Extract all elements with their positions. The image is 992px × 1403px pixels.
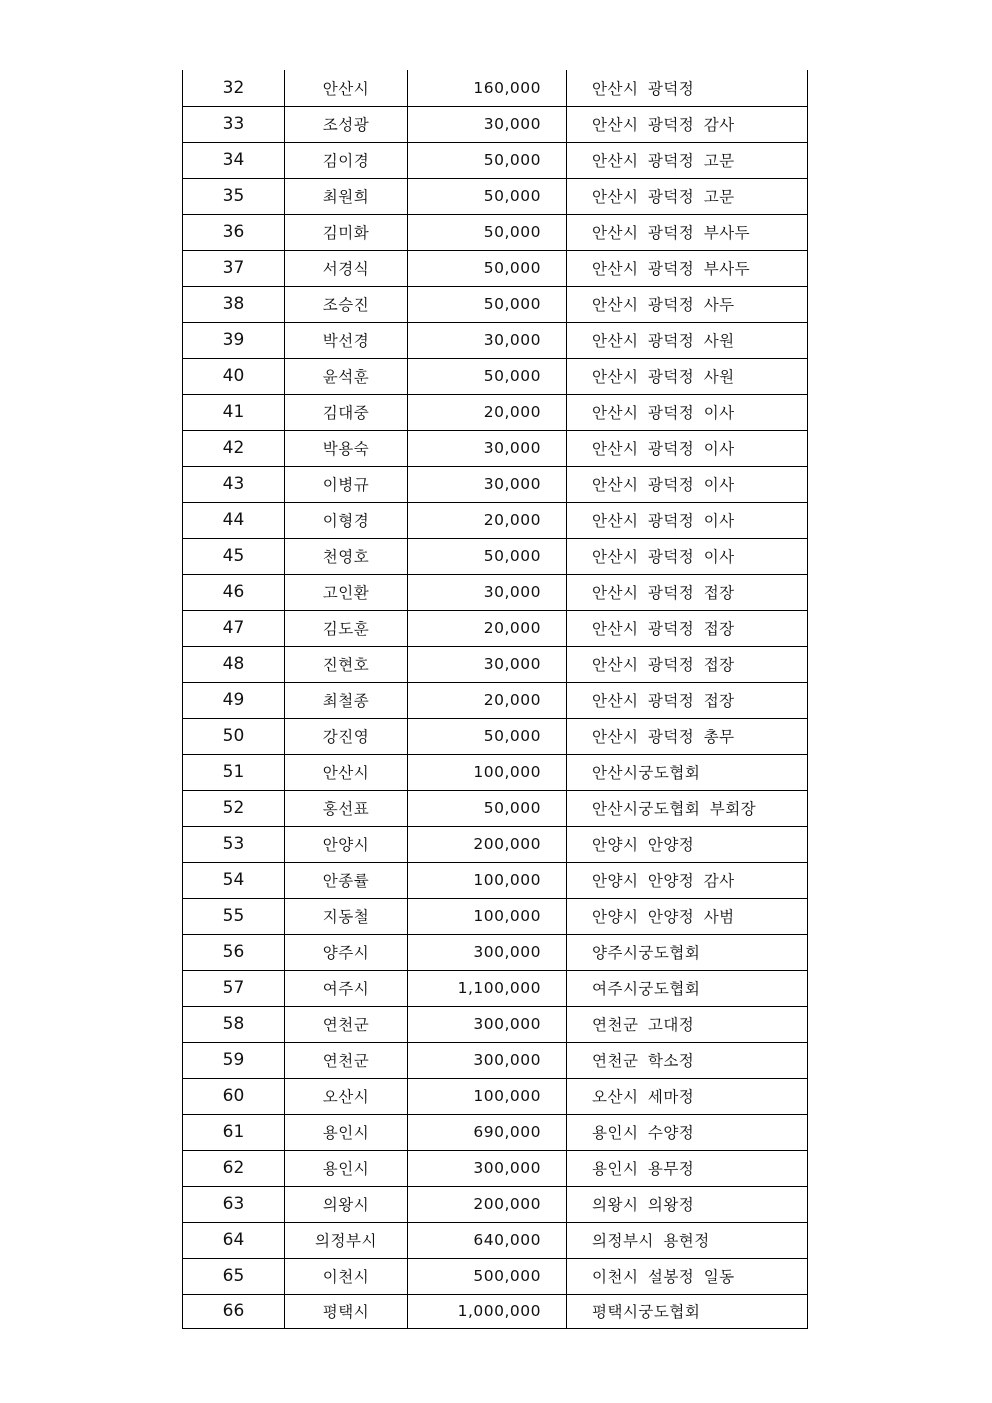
donor-name-cell: 김도훈 [285,610,408,646]
donor-name-cell: 연천군 [285,1042,408,1078]
table-row [183,790,808,826]
row-number-cell: 47 [183,610,285,646]
amount-cell: 50,000 [408,142,567,178]
donor-name-cell: 진현호 [285,646,408,682]
row-number-cell: 66 [183,1294,285,1328]
memo-cell: 안양시 안양정 [567,826,808,862]
amount-cell: 100,000 [408,898,567,934]
table-row [183,106,808,142]
donor-name-cell: 이형경 [285,502,408,538]
amount-cell: 100,000 [408,862,567,898]
row-number-cell: 51 [183,754,285,790]
donor-name-cell: 서경식 [285,250,408,286]
amount-cell: 20,000 [408,682,567,718]
amount-cell: 300,000 [408,1042,567,1078]
donor-name-cell: 박선경 [285,322,408,358]
table-row [183,394,808,430]
donor-name-cell: 여주시 [285,970,408,1006]
donor-name-cell: 용인시 [285,1150,408,1186]
row-number-cell: 57 [183,970,285,1006]
row-number-cell: 37 [183,250,285,286]
memo-cell: 안산시 광덕정 부사두 [567,250,808,286]
row-number-cell: 53 [183,826,285,862]
row-number-cell: 59 [183,1042,285,1078]
donor-name-cell: 김대중 [285,394,408,430]
table-row [183,178,808,214]
amount-cell: 20,000 [408,394,567,430]
amount-cell: 690,000 [408,1114,567,1150]
donor-name-cell: 조성광 [285,106,408,142]
donor-name-cell: 천영호 [285,538,408,574]
amount-cell: 50,000 [408,790,567,826]
amount-cell: 300,000 [408,1006,567,1042]
amount-cell: 50,000 [408,178,567,214]
row-number-cell: 52 [183,790,285,826]
memo-cell: 안산시 광덕정 이사 [567,394,808,430]
memo-cell: 의정부시 용현정 [567,1222,808,1258]
table-row [183,466,808,502]
amount-cell: 50,000 [408,718,567,754]
donor-name-cell: 강진영 [285,718,408,754]
memo-cell: 안산시궁도협회 [567,754,808,790]
memo-cell: 안산시 광덕정 접장 [567,610,808,646]
row-number-cell: 41 [183,394,285,430]
row-number-cell: 43 [183,466,285,502]
row-number-cell: 48 [183,646,285,682]
amount-cell: 100,000 [408,1078,567,1114]
amount-cell: 30,000 [408,646,567,682]
donor-name-cell: 연천군 [285,1006,408,1042]
row-number-cell: 50 [183,718,285,754]
amount-cell: 1,000,000 [408,1294,567,1328]
amount-cell: 300,000 [408,1150,567,1186]
table-row [183,214,808,250]
donor-name-cell: 의왕시 [285,1186,408,1222]
amount-cell: 50,000 [408,286,567,322]
memo-cell: 평택시궁도협회 [567,1294,808,1328]
table-row [183,574,808,610]
memo-cell: 안산시궁도협회 부회장 [567,790,808,826]
memo-cell: 용인시 용무정 [567,1150,808,1186]
row-number-cell: 32 [183,70,285,106]
memo-cell: 안산시 광덕정 사원 [567,322,808,358]
row-number-cell: 39 [183,322,285,358]
memo-cell: 안산시 광덕정 총무 [567,718,808,754]
table-row [183,502,808,538]
table-row [183,430,808,466]
donor-name-cell: 조승진 [285,286,408,322]
amount-cell: 1,100,000 [408,970,567,1006]
donor-name-cell: 안산시 [285,754,408,790]
row-number-cell: 63 [183,1186,285,1222]
table-row [183,286,808,322]
table-row [183,1078,808,1114]
row-number-cell: 64 [183,1222,285,1258]
row-number-cell: 65 [183,1258,285,1294]
row-number-cell: 62 [183,1150,285,1186]
donor-name-cell: 오산시 [285,1078,408,1114]
row-number-cell: 49 [183,682,285,718]
memo-cell: 여주시궁도협회 [567,970,808,1006]
donor-name-cell: 안종률 [285,862,408,898]
row-number-cell: 38 [183,286,285,322]
row-number-cell: 33 [183,106,285,142]
amount-cell: 20,000 [408,610,567,646]
memo-cell: 안산시 광덕정 부사두 [567,214,808,250]
memo-cell: 오산시 세마정 [567,1078,808,1114]
amount-cell: 20,000 [408,502,567,538]
amount-cell: 200,000 [408,826,567,862]
memo-cell: 안산시 광덕정 감사 [567,106,808,142]
memo-cell: 안산시 광덕정 사원 [567,358,808,394]
amount-cell: 50,000 [408,214,567,250]
donor-name-cell: 이천시 [285,1258,408,1294]
memo-cell: 연천군 학소정 [567,1042,808,1078]
memo-cell: 안양시 안양정 사범 [567,898,808,934]
donor-name-cell: 홍선표 [285,790,408,826]
donor-name-cell: 이병규 [285,466,408,502]
table-row [183,934,808,970]
amount-cell: 300,000 [408,934,567,970]
donation-table [182,70,808,1329]
table-row [183,1150,808,1186]
memo-cell: 안산시 광덕정 [567,70,808,106]
donor-name-cell: 김미화 [285,214,408,250]
table-row [183,538,808,574]
table-row [183,1006,808,1042]
donor-name-cell: 지동철 [285,898,408,934]
memo-cell: 안산시 광덕정 이사 [567,466,808,502]
donor-name-cell: 안산시 [285,70,408,106]
amount-cell: 50,000 [408,358,567,394]
donor-name-cell: 고인환 [285,574,408,610]
table-row [183,1114,808,1150]
row-number-cell: 58 [183,1006,285,1042]
table-row [183,970,808,1006]
amount-cell: 30,000 [408,430,567,466]
memo-cell: 안산시 광덕정 접장 [567,646,808,682]
donor-name-cell: 최원희 [285,178,408,214]
memo-cell: 이천시 설봉정 일동 [567,1258,808,1294]
table-row [183,610,808,646]
row-number-cell: 54 [183,862,285,898]
row-number-cell: 36 [183,214,285,250]
table-row [183,1294,808,1328]
amount-cell: 640,000 [408,1222,567,1258]
table-row [183,646,808,682]
donor-name-cell: 윤석훈 [285,358,408,394]
table-row [183,1186,808,1222]
donation-table-body [183,70,808,1328]
donor-name-cell: 안양시 [285,826,408,862]
donor-name-cell: 최철종 [285,682,408,718]
amount-cell: 30,000 [408,574,567,610]
memo-cell: 안양시 안양정 감사 [567,862,808,898]
memo-cell: 양주시궁도협회 [567,934,808,970]
amount-cell: 50,000 [408,250,567,286]
amount-cell: 30,000 [408,466,567,502]
donor-name-cell: 김이경 [285,142,408,178]
table-row [183,358,808,394]
table-row [183,718,808,754]
memo-cell: 안산시 광덕정 접장 [567,574,808,610]
memo-cell: 연천군 고대정 [567,1006,808,1042]
memo-cell: 안산시 광덕정 이사 [567,538,808,574]
amount-cell: 160,000 [408,70,567,106]
row-number-cell: 60 [183,1078,285,1114]
table-row [183,250,808,286]
donor-name-cell: 양주시 [285,934,408,970]
table-row [183,898,808,934]
amount-cell: 50,000 [408,538,567,574]
donor-name-cell: 박용숙 [285,430,408,466]
row-number-cell: 55 [183,898,285,934]
table-row [183,862,808,898]
amount-cell: 200,000 [408,1186,567,1222]
table-row [183,1042,808,1078]
table-row [183,682,808,718]
amount-cell: 100,000 [408,754,567,790]
row-number-cell: 44 [183,502,285,538]
memo-cell: 안산시 광덕정 접장 [567,682,808,718]
row-number-cell: 45 [183,538,285,574]
memo-cell: 안산시 광덕정 고문 [567,178,808,214]
donor-name-cell: 용인시 [285,1114,408,1150]
amount-cell: 500,000 [408,1258,567,1294]
table-row [183,70,808,106]
amount-cell: 30,000 [408,106,567,142]
row-number-cell: 40 [183,358,285,394]
row-number-cell: 34 [183,142,285,178]
amount-cell: 30,000 [408,322,567,358]
memo-cell: 안산시 광덕정 이사 [567,502,808,538]
memo-cell: 안산시 광덕정 사두 [567,286,808,322]
donor-name-cell: 의정부시 [285,1222,408,1258]
table-row [183,1258,808,1294]
memo-cell: 용인시 수양정 [567,1114,808,1150]
memo-cell: 안산시 광덕정 이사 [567,430,808,466]
row-number-cell: 46 [183,574,285,610]
table-row [183,826,808,862]
memo-cell: 안산시 광덕정 고문 [567,142,808,178]
table-row [183,322,808,358]
table-row [183,1222,808,1258]
donation-table-container [182,70,807,1329]
donor-name-cell: 평택시 [285,1294,408,1328]
memo-cell: 의왕시 의왕정 [567,1186,808,1222]
row-number-cell: 35 [183,178,285,214]
row-number-cell: 61 [183,1114,285,1150]
row-number-cell: 42 [183,430,285,466]
table-row [183,142,808,178]
row-number-cell: 56 [183,934,285,970]
table-row [183,754,808,790]
